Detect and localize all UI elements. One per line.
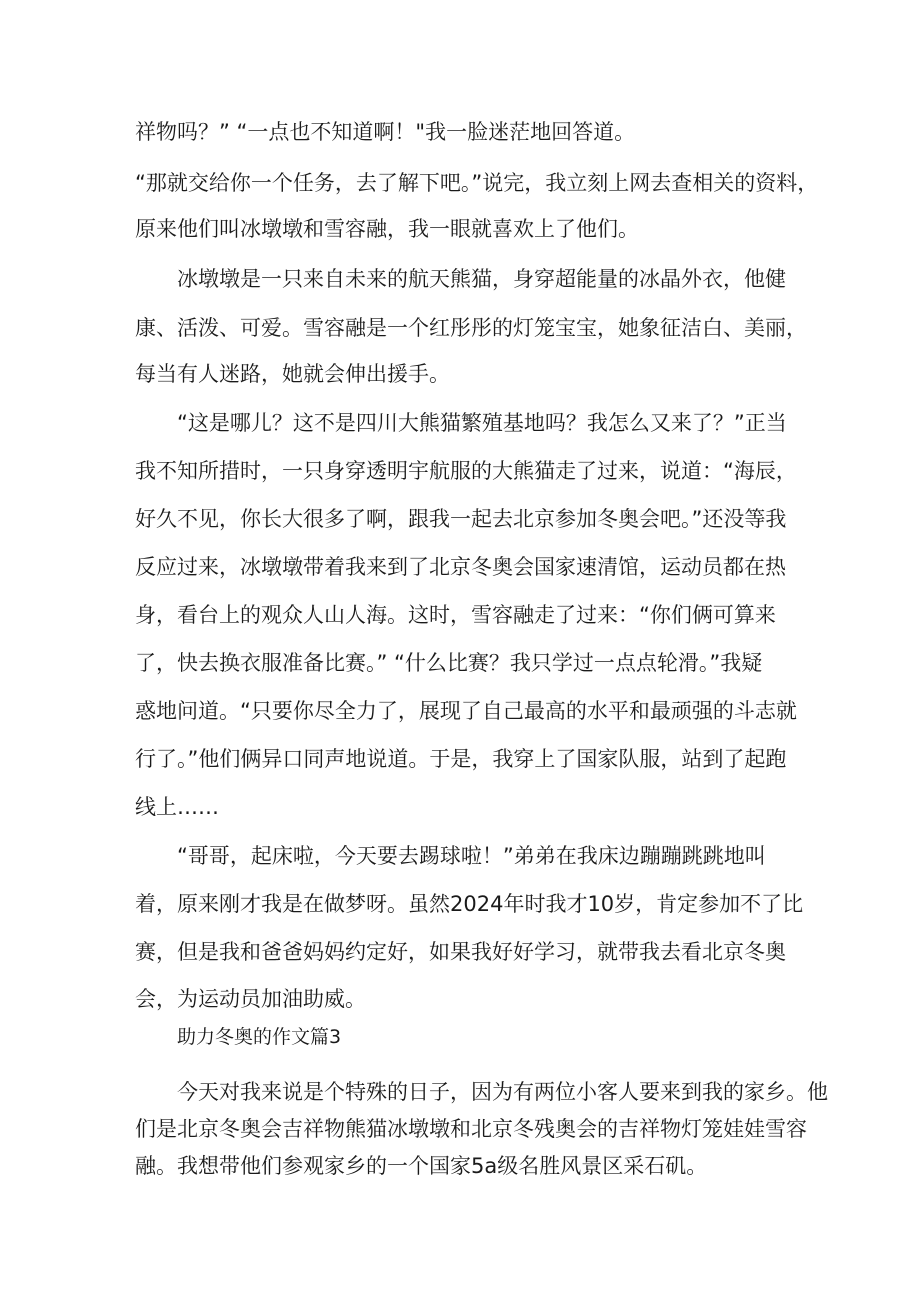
text-line: 我不知所措时，一只身穿透明宇航服的大熊猫走了过来，说道：“海辰， (135, 459, 797, 483)
text-line: 了，快去换衣服准备比赛。” “什么比赛？我只学过一点点轮滑。”我疑 (135, 651, 763, 675)
text-line: 着，原来刚才我是在做梦呀。虽然2024年时我才10岁，肯定参加不了比 (135, 892, 804, 916)
text-line: 们是北京冬奥会吉祥物熊猫冰墩墩和北京冬残奥会的吉祥物灯笼娃娃雪容 (135, 1117, 807, 1141)
text-line: 反应过来，冰墩墩带着我来到了北京冬奥会国家速清馆，运动员都在热 (135, 555, 786, 579)
text-line: 行了。”他们俩异口同声地说道。于是，我穿上了国家队服，站到了起跑 (135, 747, 787, 771)
text-line: “那就交给你一个任务，去了解下吧。”说完，我立刻上网去查相关的资料， (135, 171, 819, 195)
text-line: 线上…… (135, 795, 219, 819)
text-line: 康、活泼、可爱。雪容融是一个红彤彤的灯笼宝宝，她象征洁白、美丽， (135, 316, 807, 340)
text-line: 祥物吗？” “一点也不知道啊！"我一脸迷茫地回答道。 (135, 120, 636, 144)
text-line: 好久不见，你长大很多了啊，跟我一起去北京参加冬奥会吧。”还没等我 (135, 507, 787, 531)
text-line: 今天对我来说是个特殊的日子，因为有两位小客人要来到我的家乡。他 (177, 1080, 828, 1104)
text-line: 原来他们叫冰墩墩和雪容融，我一眼就喜欢上了他们。 (135, 217, 639, 241)
text-line: “这是哪儿？这不是四川大熊猫繁殖基地吗？我怎么又来了？”正当 (177, 411, 787, 435)
text-line: 身，看台上的观众人山人海。这时，雪容融走了过来：“你们俩可算来 (135, 603, 776, 627)
text-line: “哥哥，起床啦，今天要去踢球啦！”弟弟在我床边蹦蹦跳跳地叫 (177, 844, 766, 868)
section-heading: 助力冬奥的作文篇3 (177, 1026, 342, 1048)
text-line: 会，为运动员加油助威。 (135, 987, 366, 1011)
text-line: 每当有人迷路，她就会伸出援手。 (135, 362, 450, 386)
text-line: 惑地问道。“只要你尽全力了，展现了自己最高的水平和最顽强的斗志就 (135, 699, 797, 723)
text-line: 赛，但是我和爸爸妈妈约定好，如果我好好学习，就带我去看北京冬奥 (135, 940, 786, 964)
text-line: 冰墩墩是一只来自未来的航天熊猫，身穿超能量的冰晶外衣，他健 (177, 267, 786, 291)
text-line: 融。我想带他们参观家乡的一个国家5a级名胜风景区采石矶。 (135, 1154, 708, 1178)
